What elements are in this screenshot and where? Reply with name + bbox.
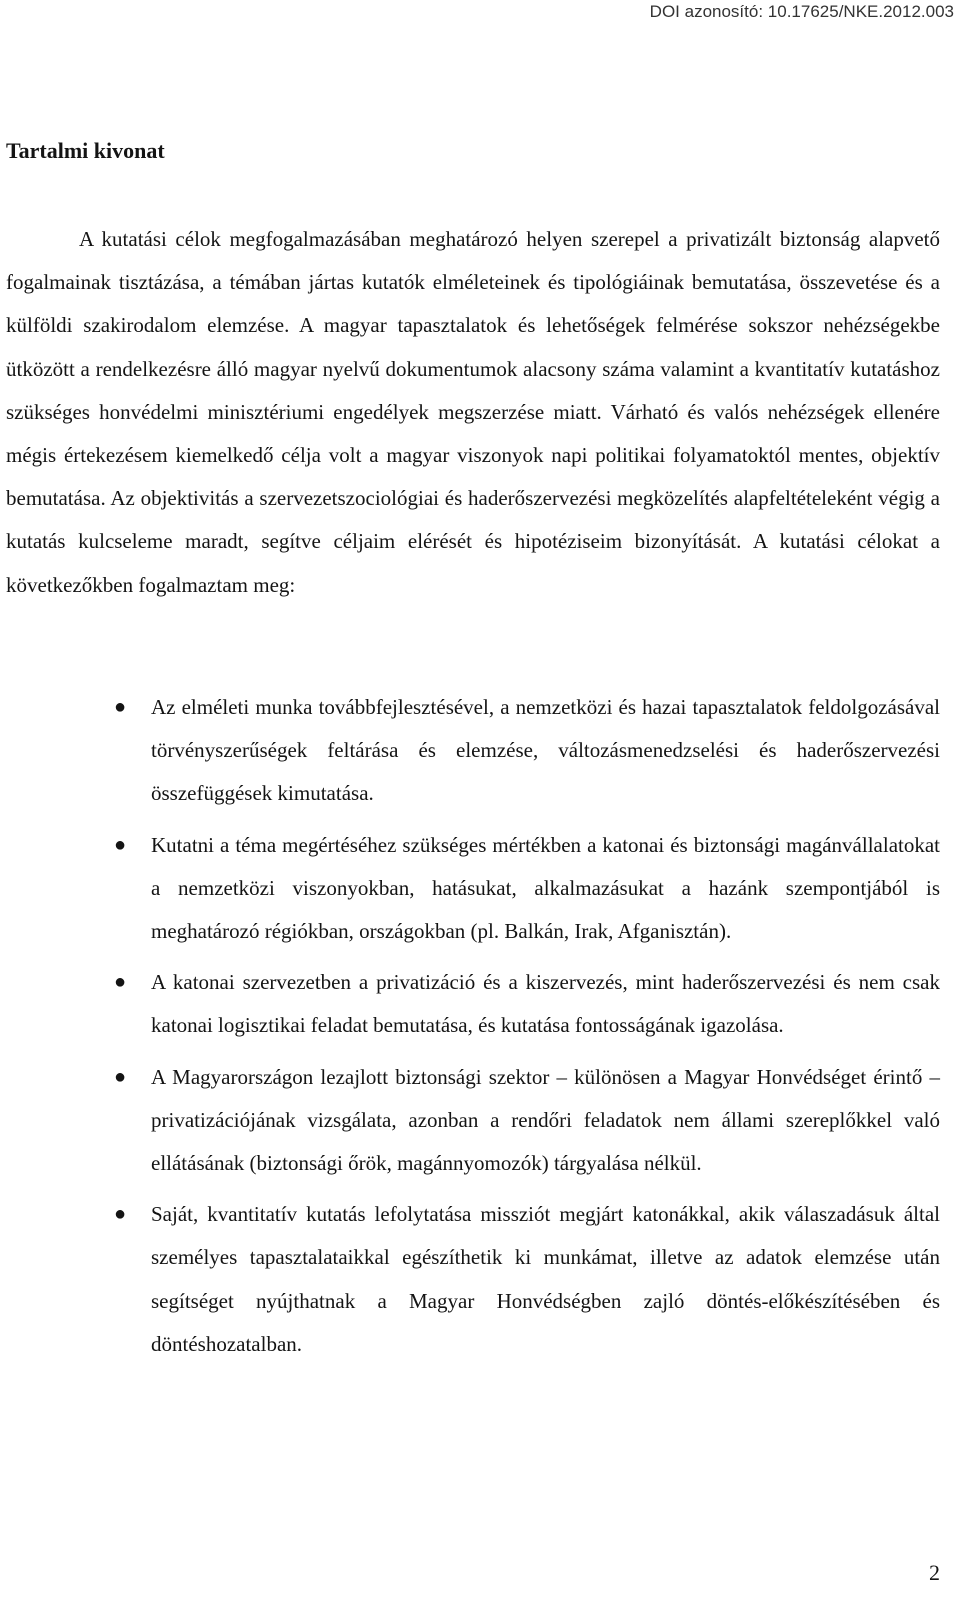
list-item-text: Saját, kvantitatív kutatás lefolytatása missziót megjárt katonákkal, akik válaszadásuk által személyes tapasztalataikkal egészíthetik ki munkámat, illetve az adatok elemzése után segítséget nyújthatnak a Magyar Honvédségben zajló döntés-előkészítésében és döntéshozatalban.	[151, 1202, 940, 1356]
list-item	[114, 1193, 940, 1366]
list-item-text: Az elméleti munka továbbfejlesztésével, a nemzetközi és hazai tapasztalatok feldolgozásával törvényszerűségek feltárása és elemzése, változásmenedzselési és haderőszervezési összefüggések kimutatása.	[151, 695, 940, 806]
abstract-paragraph: A kutatási célok megfogalmazásában meghatározó helyen szerepel a privatizált biztonság alapvető fogalmainak tisztázása, a témában jártas kutatók elméleteinek és tipológiáinak bemutatása, összevetése és a külföldi szakirodalom elemzése. A magyar tapasztalatok és lehetőségek felmérése sokszor nehézségekbe ütközött a rendelkezésre álló magyar nyelvű dokumentumok alacsony száma valamint a kvantitatív kutatáshoz szükséges honvédelmi minisztériumi engedélyek megszerzése miatt. Várható és valós nehézségek ellenére mégis értekezésem kiemelkedő célja volt a magyar viszonyok napi politikai folyamatoktól mentes, objektív bemutatása. Az objektivitás a szervezetszociológiai és haderőszervezési megközelítés alapfeltételeként végig a kutatás kulcseleme maradt, segítve céljaim elérését és hipotéziseim bizonyítását. A kutatási célokat a következőkben fogalmaztam meg:	[6, 227, 940, 597]
list-item	[114, 824, 940, 954]
list-item-text: A Magyarországon lezajlott biztonsági szektor – különösen a Magyar Honvédséget érintő – privatizációjának vizsgálata, azonban a rendőri feladatok nem állami szereplőkkel való ellátásának (biztonsági őrök, magánnyomozók) tárgyalása nélkül.	[151, 1064, 940, 1176]
bullet-icon: ●	[114, 1065, 127, 1088]
list-item-text: Kutatni a téma megértéséhez szükséges mértékben a katonai és biztonsági magánvállalatokat a nemzetközi viszonyokban, hatásukat, alkalmazásukat a hazánk szempontjából is meghatározó régiókban, országokban (pl. Balkán, Irak, Afganisztán).	[151, 832, 940, 944]
section-title: Tartalmi kivonat	[6, 138, 165, 163]
bullet-icon: ●	[114, 833, 127, 856]
list-item	[114, 1056, 940, 1186]
doi-identifier: DOI azonosító: 10.17625/NKE.2012.003	[649, 2, 954, 21]
bullet-icon: ●	[114, 1203, 127, 1226]
list-item	[114, 686, 940, 816]
bullet-icon: ●	[114, 696, 127, 718]
list-item-text: A katonai szervezetben a privatizáció és a kiszervezés, mint haderőszervezési és nem csak katonai logisztikai feladat bemutatása, és kutatása fontosságának igazolása.	[151, 970, 940, 1038]
page-number: 2	[929, 1560, 940, 1585]
list-item	[114, 961, 940, 1047]
research-goals-list	[114, 686, 940, 1374]
bullet-icon: ●	[114, 971, 127, 994]
